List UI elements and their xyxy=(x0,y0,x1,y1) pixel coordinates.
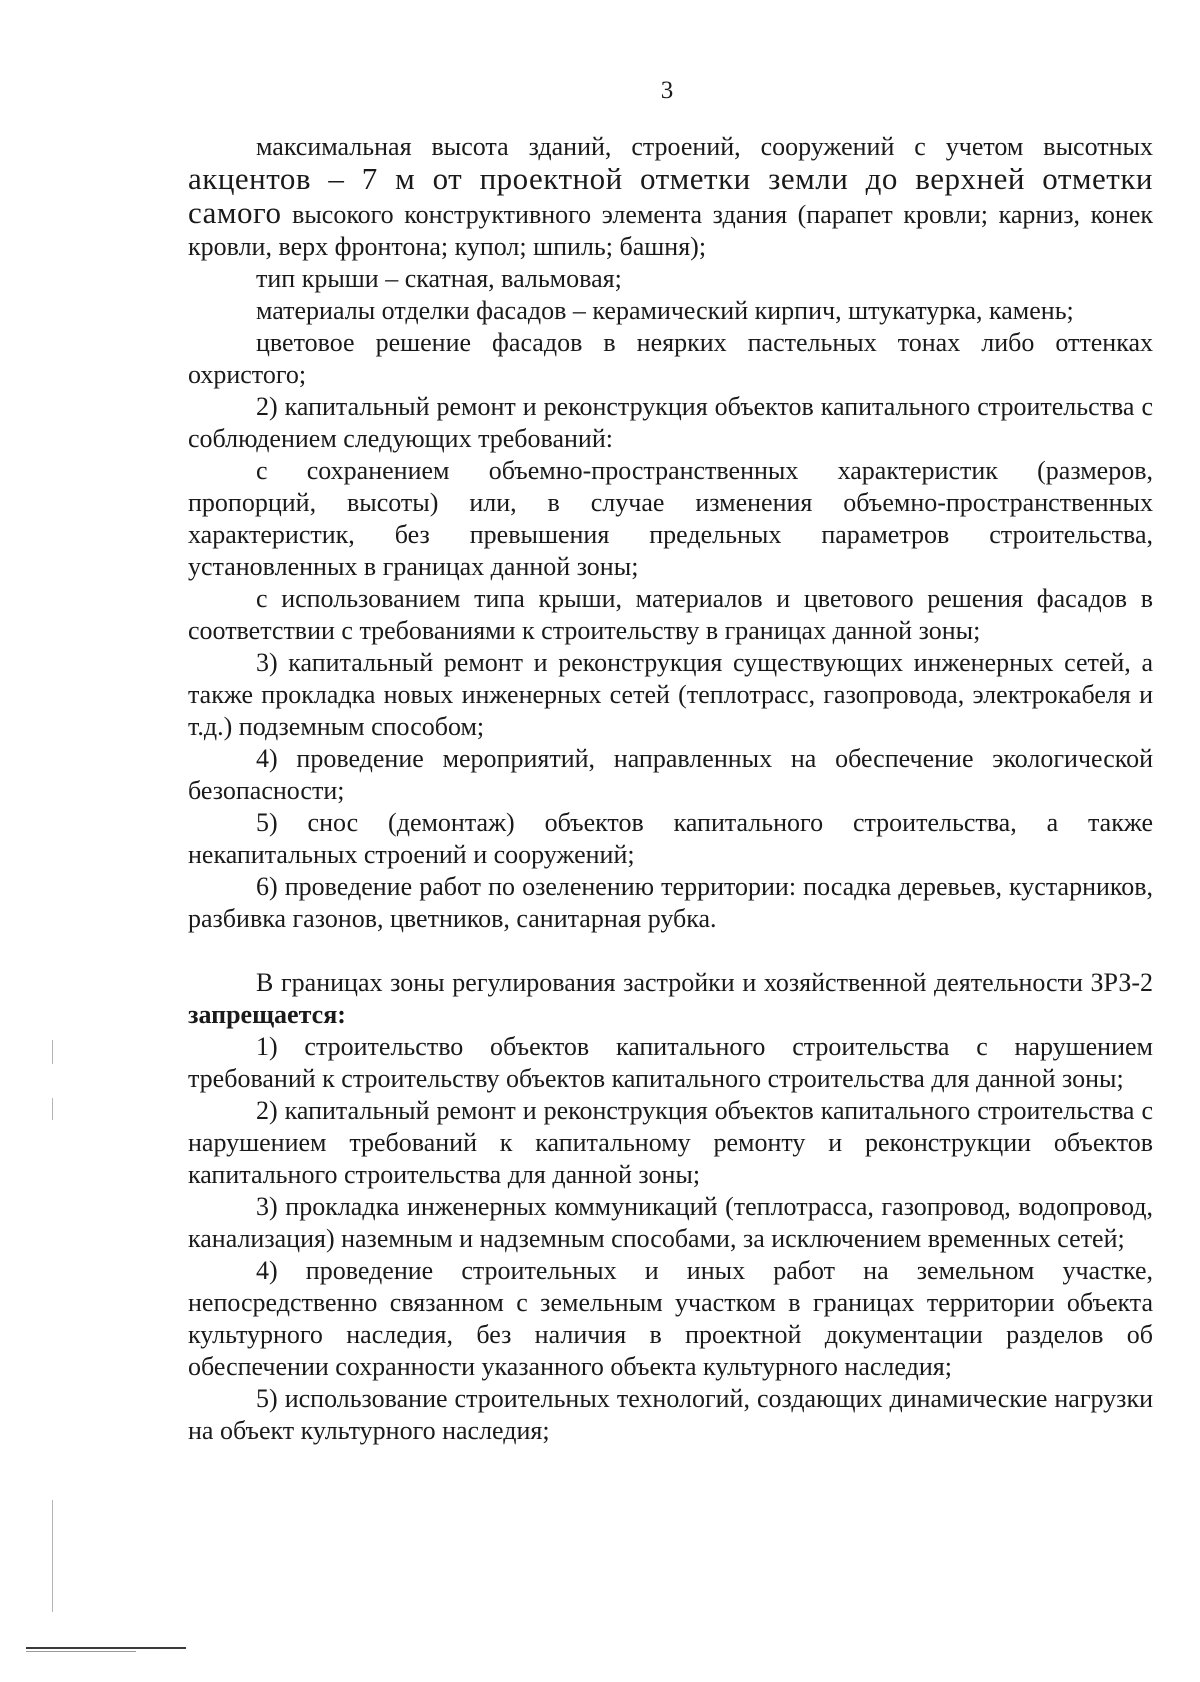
paragraph-text: 2) капитальный ремонт и реконструкция объектов капитального строительства с соблюдением следующих требований: xyxy=(188,392,1153,453)
paragraph-p10 xyxy=(188,807,1153,871)
paragraph-text: акцентов – 7 м от проектной отметки земли до верхней отметки самого xyxy=(188,161,1153,230)
scan-margin-mark xyxy=(52,1098,53,1120)
paragraph-text: тип крыши – скатная, вальмовая; xyxy=(256,264,622,293)
paragraph-text: 6) проведение работ по озеленению территории: посадка деревьев, кустарников, разбивка газонов, цветников, санитарная рубка. xyxy=(188,872,1153,933)
paragraph-text: запрещается: xyxy=(188,1000,346,1029)
page-number: 3 xyxy=(660,77,674,104)
paragraph-p12 xyxy=(188,967,1153,1031)
paragraph-text: 3) капитальный ремонт и реконструкция существующих инженерных сетей, а также прокладка новых инженерных сетей (теплотрасс, газопровода, электрокабеля и т.д.) подземным способом; xyxy=(188,648,1153,741)
paragraph-p5 xyxy=(188,391,1153,455)
scan-margin-mark xyxy=(52,1040,53,1064)
footer-rule-shadow xyxy=(26,1651,136,1652)
paragraph-text: максимальная высота зданий, строений, сооружений с учетом высотных xyxy=(256,132,1153,161)
paragraph-text: 1) строительство объектов капитального строительства с нарушением требований к строительству объектов капитального строительства для данной зоны; xyxy=(188,1032,1153,1093)
paragraph-p14 xyxy=(188,1095,1153,1191)
paragraph-p15 xyxy=(188,1191,1153,1255)
paragraph-p6 xyxy=(188,455,1153,583)
paragraph-text: 5) использование строительных технологий, создающих динамические нагрузки на объект культурного наследия; xyxy=(188,1384,1153,1445)
document-body xyxy=(188,131,1153,1447)
paragraph-text: с использованием типа крыши, материалов и цветового решения фасадов в соответствии с требованиями к строительству в границах данной зоны; xyxy=(188,584,1153,645)
paragraph-text: высокого конструктивного элемента здания (парапет кровли; карниз, конек кровли, верх фронтона; купол; шпиль; башня); xyxy=(188,200,1153,261)
paragraph-text: 5) снос (демонтаж) объектов капитального строительства, а также некапитальных строений и сооружений; xyxy=(188,808,1153,869)
paragraph-p16 xyxy=(188,1255,1153,1383)
paragraph-p17 xyxy=(188,1383,1153,1447)
paragraph-p9 xyxy=(188,743,1153,807)
paragraph-text: цветовое решение фасадов в неярких пастельных тонах либо оттенках охристого; xyxy=(188,328,1153,389)
paragraph-p8 xyxy=(188,647,1153,743)
paragraph-text: 4) проведение строительных и иных работ на земельном участке, непосредственно связанном с земельным участком в границах территории объекта культурного наследия, без наличия в проектной документации разделов об обеспечении сохранности указанного объекта культурного наследия; xyxy=(188,1256,1153,1381)
paragraph-text: с сохранением объемно-пространственных характеристик (размеров, пропорций, высоты) или, в случае изменения объемно-пространственных характеристик, без превышения предельных параметров строительства, установленных в границах данной зоны; xyxy=(188,456,1153,581)
paragraph-text: 2) капитальный ремонт и реконструкция объектов капитального строительства с нарушением требований к капитальному ремонту и реконструкции объектов капитального строительства для данной зоны; xyxy=(188,1096,1153,1189)
paragraph-p1 xyxy=(188,131,1153,263)
paragraph-text: 3) прокладка инженерных коммуникаций (теплотрасса, газопровод, водопровод, канализация) наземным и надземным способами, за исключением временных сетей; xyxy=(188,1192,1153,1253)
paragraph-p2 xyxy=(188,263,1153,295)
paragraph-p13 xyxy=(188,1031,1153,1095)
paragraph-text: 4) проведение мероприятий, направленных на обеспечение экологической безопасности; xyxy=(188,744,1153,805)
scan-margin-mark xyxy=(52,1500,53,1612)
paragraph-p11 xyxy=(188,871,1153,935)
footer-rule xyxy=(26,1647,186,1649)
paragraph-text: В границах зоны регулирования застройки и хозяйственной деятельности ЗРЗ-2 xyxy=(256,968,1153,997)
paragraph-p7 xyxy=(188,583,1153,647)
paragraph-p3 xyxy=(188,295,1153,327)
paragraph-text: материалы отделки фасадов – керамический кирпич, штукатурка, камень; xyxy=(256,296,1074,325)
paragraph-p4 xyxy=(188,327,1153,391)
